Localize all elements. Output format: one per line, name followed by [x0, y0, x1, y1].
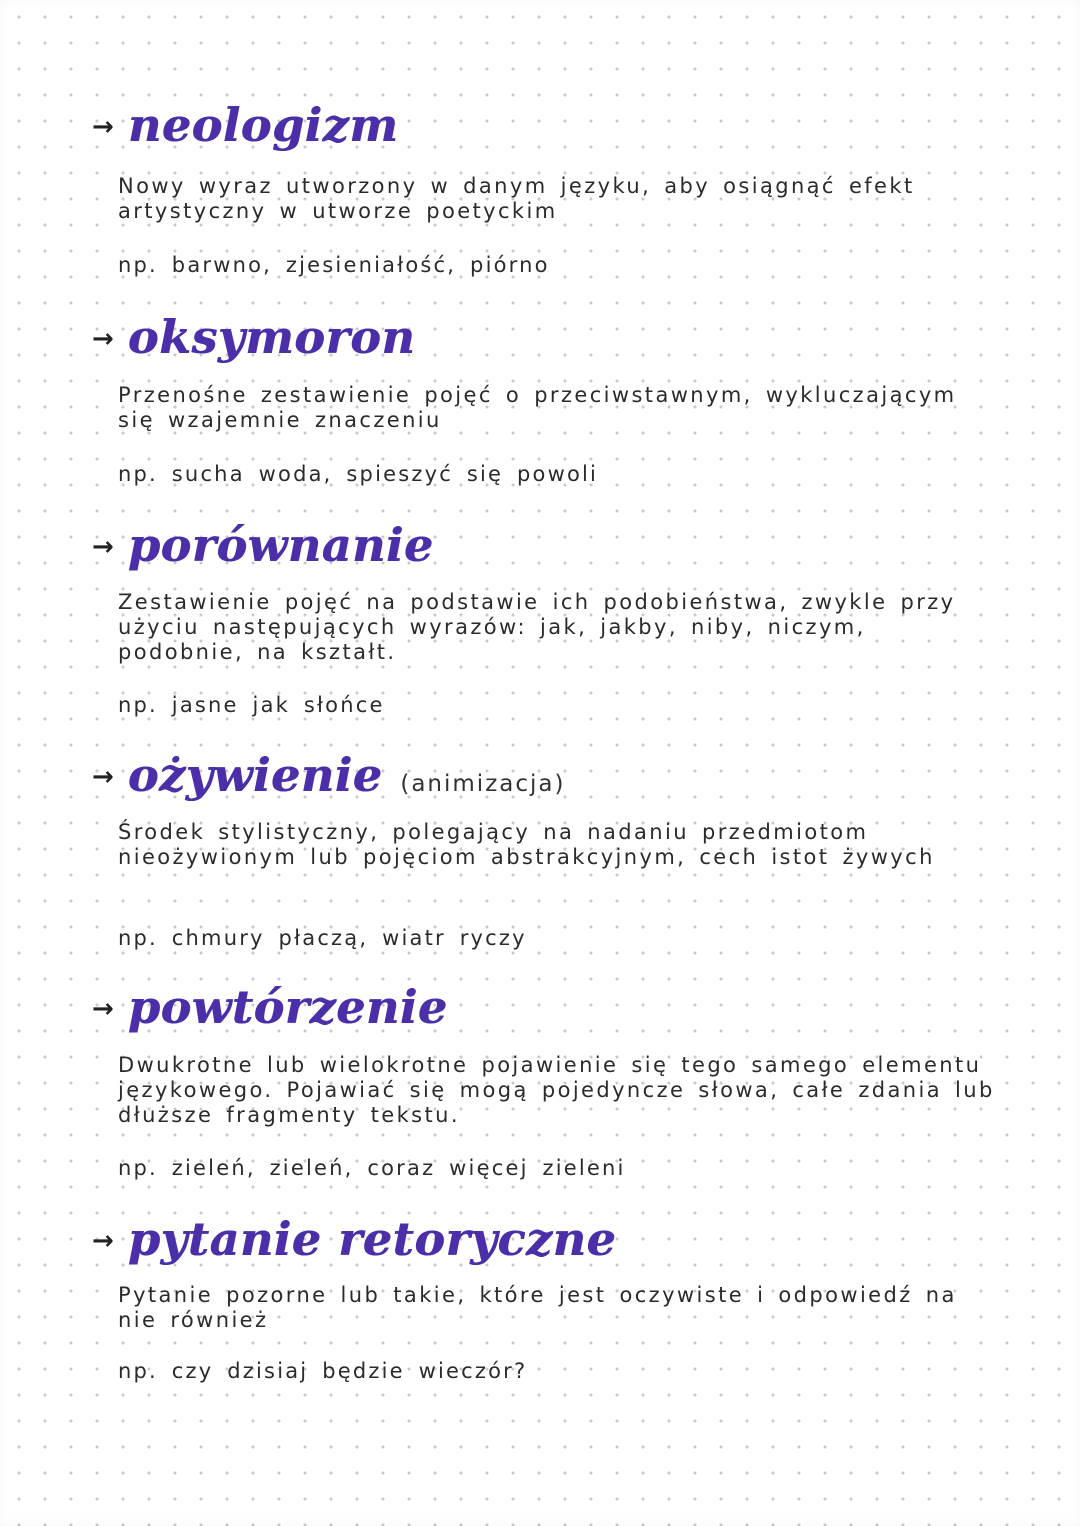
arrow-icon: → [92, 762, 114, 792]
heading-row [92, 98, 398, 152]
example-text: np. sucha woda, spieszyć się powoli [118, 462, 599, 486]
arrow-icon: → [92, 1226, 114, 1256]
heading-row [92, 310, 415, 364]
term-heading: oksymoron [127, 310, 416, 364]
definition-text: Nowy wyraz utworzony w danym języku, aby osiągnąć efekt artystyczny w utworze poetyckim [118, 174, 915, 223]
heading-row [92, 1212, 616, 1266]
definition-text: Pytanie pozorne lub takie, które jest oczywiste i odpowiedź na nie również [118, 1283, 957, 1332]
definition-text: Dwukrotne lub wielokrotne pojawienie się tego samego elementu językowego. Pojawiać się mogą pojedyncze słowa, całe zdania lub dłuższe fragmenty tekstu. [118, 1053, 995, 1127]
term-heading: ożywienie [127, 748, 383, 802]
example-text: np. zieleń, zieleń, coraz więcej zieleni [118, 1156, 626, 1180]
arrow-icon: → [92, 994, 114, 1024]
term-annotation: (animizacja) [400, 771, 566, 797]
example-text: np. czy dzisiaj będzie wieczór? [118, 1359, 528, 1383]
heading-row [92, 980, 447, 1034]
term-heading: porównanie [127, 518, 434, 572]
arrow-icon: → [92, 112, 114, 142]
term-heading: powtórzenie [127, 980, 448, 1034]
definition-text: Środek stylistyczny, polegający na nadaniu przedmiotom nieożywionym lub pojęciom abstrakcyjnym, cech istot żywych [118, 820, 935, 869]
term-heading: pytanie retoryczne [127, 1212, 617, 1266]
definition-text: Zestawienie pojęć na podstawie ich podobieństwa, zwykle przy użyciu następujących wyrazów: jak, jakby, niby, niczym, podobnie, na kształt. [118, 590, 956, 664]
example-text: np. chmury płaczą, wiatr ryczy [118, 926, 527, 950]
definition-text: Przenośne zestawienie pojęć o przeciwstawnym, wykluczającym się wzajemnie znaczeniu [118, 383, 957, 432]
term-heading: neologizm [127, 98, 399, 152]
heading-row [92, 518, 434, 572]
arrow-icon: → [92, 532, 114, 562]
example-text: np. jasne jak słońce [118, 693, 385, 717]
heading-row [92, 748, 565, 802]
example-text: np. barwno, zjesieniałość, piórno [118, 253, 550, 277]
arrow-icon: → [92, 324, 114, 354]
